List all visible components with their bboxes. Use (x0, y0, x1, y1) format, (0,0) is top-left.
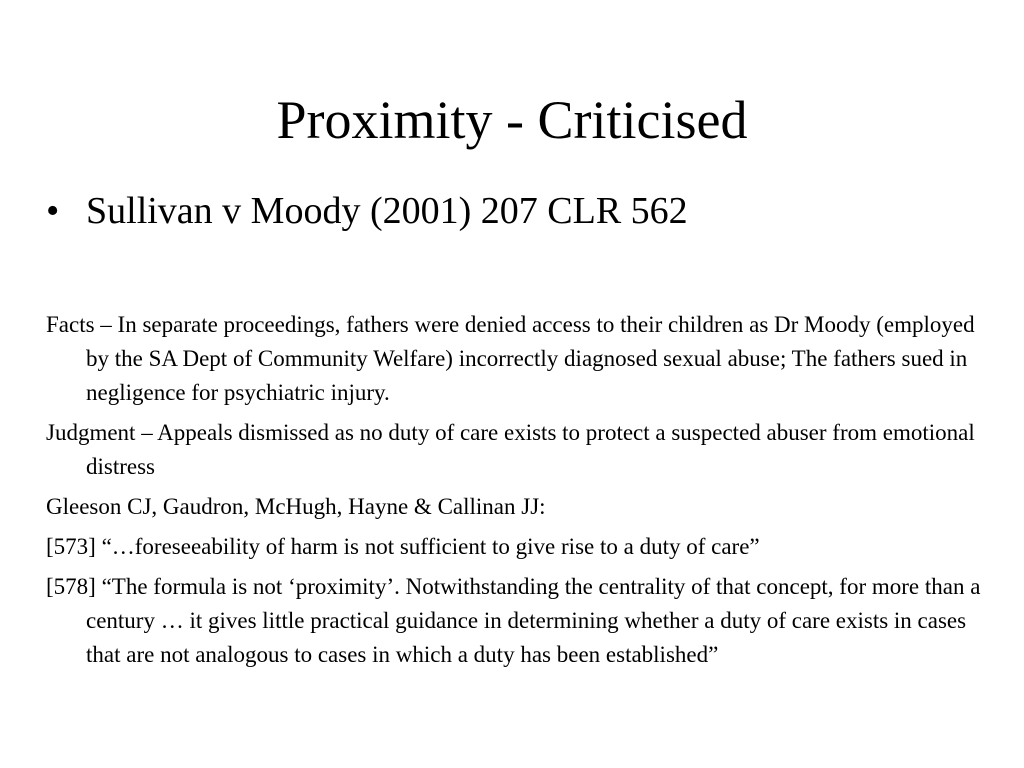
slide-body (46, 308, 996, 678)
judgment-paragraph: Judgment – Appeals dismissed as no duty of care exists to protect a suspected abuser from emotional distress (46, 420, 975, 479)
slide-title: Proximity - Criticised (276, 90, 748, 150)
case-citation-text: Sullivan v Moody (2001) 207 CLR 562 (86, 190, 688, 232)
quote-573-paragraph: [573] “…foreseeability of harm is not sufficient to give rise to a duty of care” (46, 534, 760, 559)
bullet-icon: • (46, 190, 60, 232)
case-citation-bullet (46, 186, 688, 236)
facts-paragraph: Facts – In separate proceedings, fathers were denied access to their children as Dr Moody (employed by the SA Dept of Community Welfare) incorrectly diagnosed sexual abuse; The fathers sued in negligence for psychiatric injury. (46, 312, 975, 405)
judges-paragraph: Gleeson CJ, Gaudron, McHugh, Hayne & Callinan JJ: (46, 494, 546, 519)
quote-578-paragraph: [578] “The formula is not ‘proximity’. Notwithstanding the centrality of that concept, for more than a century … it gives little practical guidance in determining whether a duty of care exists in cases that are not analogous to cases in which a duty has been established” (46, 574, 981, 667)
